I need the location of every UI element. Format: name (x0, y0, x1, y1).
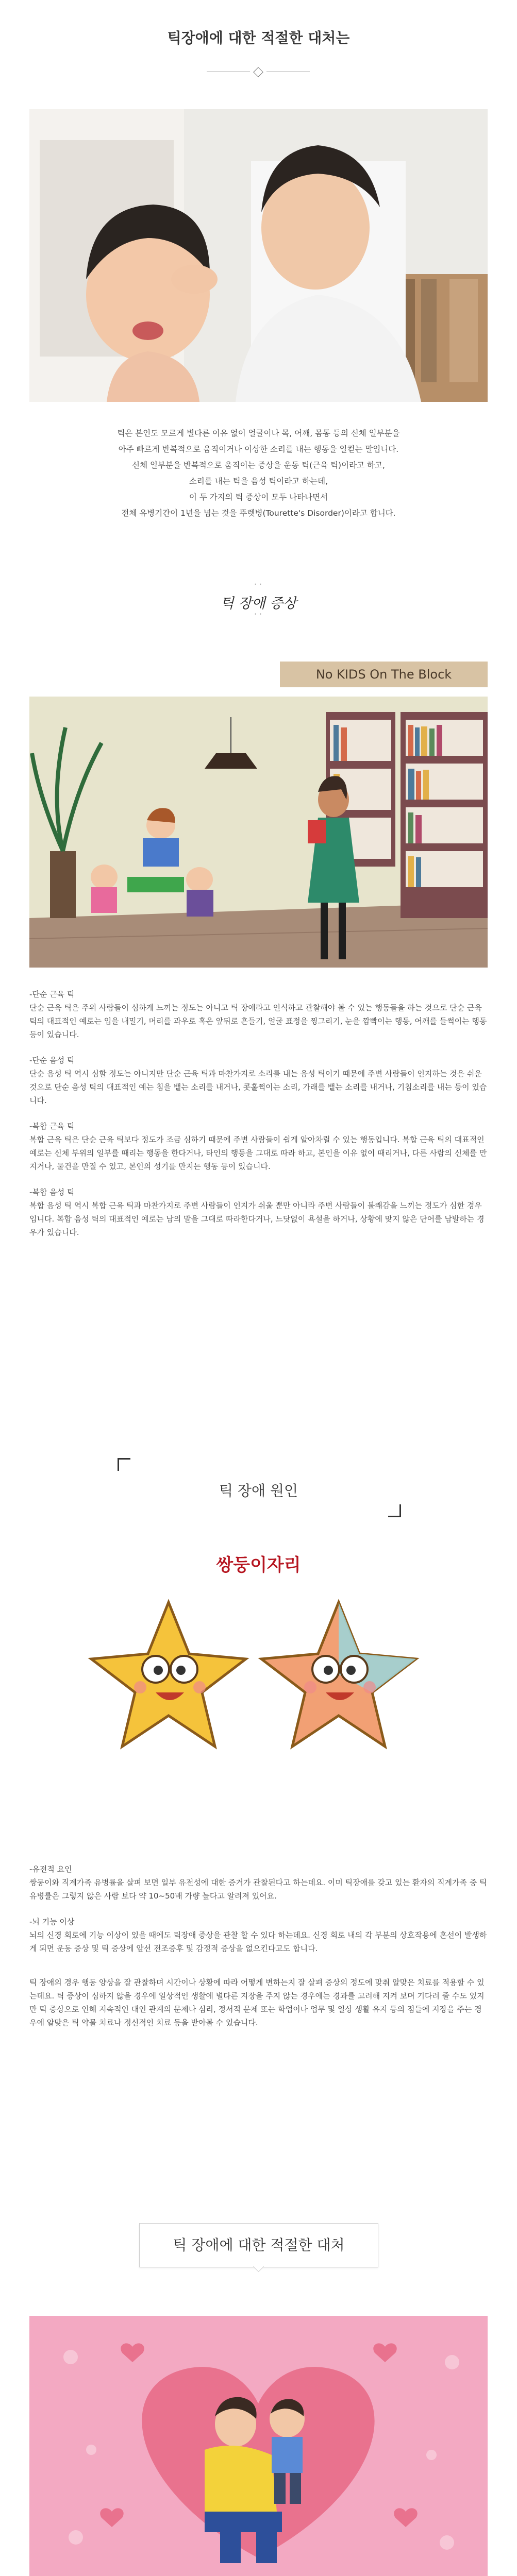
intro-line: 전체 유병기간이 1년을 넘는 것을 뚜렛병(Tourette's Disorder)이라고 합니다. (121, 509, 396, 518)
intro-line: 이 두 가지의 틱 증상이 모두 나타나면서 (189, 493, 328, 502)
intro-text (62, 426, 455, 521)
symptom-title: -단순 음성 틱 (29, 1056, 75, 1065)
causes-heading: 틱 장애 원인 (219, 1482, 298, 1499)
intro-line: 소리를 내는 틱을 음성 틱이라고 하는데, (189, 477, 328, 486)
coping-heading: 틱 장애에 대한 적절한 대처 (139, 2223, 378, 2267)
gemini-illustration (29, 1551, 488, 1777)
gemini-caption: 쌍둥이자리 (216, 1555, 301, 1575)
symptom-text: 복합 음성 틱 역시 복합 근육 틱과 마찬가지로 주변 사람들이 인지가 쉬울 뿐만 아니라 주변 사람들이 불쾌감을 느끼는 정도가 심한 경우입니다. 복합 음성 틱의 대표적인 예로는 남의 말을 그대로 따라한다거나, 느닷없이 욕설을 하거나, 상황에 맞지 않은 단어를 남발하는 경우가 있습니다. (29, 1201, 485, 1237)
hero-photo (29, 109, 488, 402)
intro-line: 아주 빠르게 반복적으로 움직이거나 이상한 소리를 내는 행동을 일컫는 말입니다. (118, 445, 399, 454)
kids-room-illustration (29, 697, 488, 968)
cause-text: 뇌의 신경 회로에 기능 이상이 있을 때에도 틱장애 증상을 관찰 할 수 있다 하는데요. 신경 회로 내의 각 부분의 상호작용에 혼선이 발생하게 되면 운동 증상 및 틱 증상에 앞선 전조증후 및 감정적 증상을 없으킨다고도 합니다. (29, 1930, 487, 1953)
causes-closing: 틱 장애의 경우 행동 양상을 잘 관찰하며 시간이나 상황에 따라 어떻게 변하는지 잘 살펴 증상의 정도에 맞춰 알맞은 치료를 적용할 수 있는데요. 틱 증상이 심하지 않을 경우에 일상적인 생활에 별다른 지장을 주지 않는 경우에는 경과를 고려해 지켜 보며 기다려 줄 수도 있지만 틱 증상으로 인해 지속적인 대인 관계의 문제나 심리, 정서적 문제 또는 학업이나 업무 및 일상 생활 유지 등의 점들에 지장을 주는 경우에 알맞은 틱 약물 치료나 정신적인 치료 등을 받아볼 수 있습니다. (29, 1978, 485, 2027)
symptoms-list (29, 988, 488, 1251)
cause-text: 쌍둥이와 직계가족 유병률을 살펴 보면 일부 유전성에 대한 증거가 관찰된다고 하는데요. 이미 틱장애를 갖고 있는 환자의 직계가족 중 틱 유병률은 그렇지 않은 사람 보다 약 10~50배 가량 높다고 알려져 있어요. (29, 1878, 487, 1901)
cause-title: -뇌 기능 이상 (29, 1917, 75, 1926)
no-kids-banner: No KIDS On The Block (280, 662, 488, 687)
page-title: 틱장애에 대한 적절한 대처는 (167, 29, 350, 46)
symptom-text: 단순 음성 틱 역시 심할 정도는 아니지만 단순 근육 틱과 마찬가지로 소리를 내는 음성 틱이기 때문에 주변 사람들이 인지하는 것은 쉬운 것으로 단순 음성 틱의 대표적인 예는 침을 뱉는 소리를 내거나, 콧훌쩍이는 소리, 가래를 뱉는 소리를 내거나, 기침소리를 내는 등이 있습니다. (29, 1069, 487, 1105)
corner-bottom-right (388, 1504, 401, 1517)
cause-title: -유전적 요인 (29, 1865, 72, 1874)
symptom-title: -복합 근육 틱 (29, 1122, 75, 1131)
corner-top-left (118, 1458, 130, 1471)
intro-line: 틱은 본인도 모르게 별다른 이유 없이 얼굴이나 목, 어깨, 몸통 등의 신체 일부분을 (117, 429, 400, 438)
intro-line: 신체 일부분을 반복적으로 움직이는 증상을 운동 틱(근육 틱)이라고 하고, (132, 461, 385, 470)
symptom-text: 단순 근육 틱은 주위 사람들이 심하게 느끼는 정도는 아니고 틱 장애라고 인식하고 관찰해야 볼 수 있는 행동들을 하는 것으로 단순 근육 틱의 대표적인 예로는 입을 내밀기, 머리를 과우로 혹은 앞뒤로 흔들기, 얼굴 표정을 찡그리기, 눈을 깜빡이는 행동, 어깨를 들썩이는 행동 등이 있습니다. (29, 1003, 487, 1039)
symptom-text: 복합 근육 틱은 단순 근육 틱보다 정도가 조금 심하기 때문에 주변 사람들이 쉽게 알아차릴 수 있는 행동입니다. 복합 근육 틱의 대표적인 예로는 신체 부위의 일부를 때리는 행동을 한다거나, 타인의 행동을 그대로 따라 하고, 본인을 이유 없이 때리거나, 다른 사람의 신체를 만지거나, 물건을 만질 수 있고, 본인의 성기를 만지는 행동 등이 있습니다. (29, 1135, 487, 1171)
symptoms-heading-text: 틱 장애 증상 (220, 596, 297, 612)
parent-child-illustration (29, 2316, 488, 2576)
symptom-title: -단순 근육 틱 (29, 990, 75, 999)
title-ornament (207, 67, 310, 77)
symptoms-heading: ˙˙ 틱 장애 증상 ˙˙ (0, 582, 517, 622)
symptom-title: -복합 음성 틱 (29, 1188, 75, 1197)
causes-list (29, 1862, 488, 2042)
